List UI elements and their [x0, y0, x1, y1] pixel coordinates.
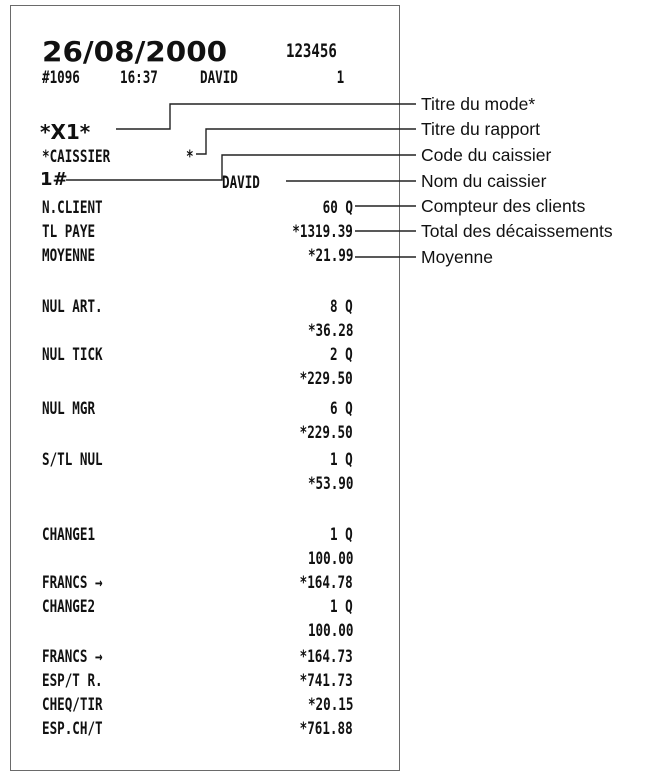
- row-label: CHANGE2: [42, 597, 96, 617]
- receipt-report-title: *CAISSIER: [42, 147, 111, 167]
- row-label: MOYENNE: [42, 246, 96, 266]
- row-value: *229.50: [299, 369, 353, 389]
- row-label: NUL ART.: [42, 297, 103, 317]
- callout-cashier-code: Code du caissier: [421, 145, 552, 165]
- callout-report-title: Titre du rapport: [421, 119, 540, 139]
- row-value: 60 Q: [322, 198, 353, 218]
- row-label: CHEQ/TIR: [42, 695, 103, 715]
- callout-mode-title: Titre du mode*: [421, 94, 536, 114]
- receipt-report-star: *: [186, 147, 194, 167]
- row-label: ESP.CH/T: [42, 719, 103, 739]
- row-value: 1 Q: [330, 450, 353, 470]
- row-label: N.CLIENT: [42, 198, 103, 218]
- row-value: *21.99: [307, 246, 353, 266]
- receipt-cashier-code: 1#: [40, 169, 68, 190]
- receipt-machine-no: 123456: [286, 40, 337, 62]
- row-value: *36.28: [307, 321, 353, 341]
- receipt-time: 16:37: [120, 68, 158, 88]
- row-value: *741.73: [299, 671, 353, 691]
- row-value: *1319.39: [292, 222, 353, 242]
- callout-cashier-name: Nom du caissier: [421, 171, 547, 191]
- row-label: CHANGE1: [42, 525, 96, 545]
- row-label: S/TL NUL: [42, 450, 103, 470]
- row-value: *164.73: [299, 647, 353, 667]
- row-label: NUL MGR: [42, 399, 96, 419]
- receipt-clerk-name: DAVID: [200, 68, 238, 88]
- row-value: *20.15: [307, 695, 353, 715]
- row-label: FRANCS →: [42, 647, 103, 667]
- row-value: 100.00: [307, 549, 353, 569]
- row-value: 1 Q: [330, 597, 353, 617]
- row-label: NUL TICK: [42, 345, 103, 365]
- receipt-cashier-name: DAVID: [222, 173, 260, 193]
- receipt-consecutive-no: #1096: [42, 68, 80, 88]
- row-value: 1 Q: [330, 525, 353, 545]
- row-value: *761.88: [299, 719, 353, 739]
- row-value: 8 Q: [330, 297, 353, 317]
- receipt-date: 26/08/2000: [42, 35, 228, 68]
- receipt-mode-title: *X1*: [40, 120, 91, 144]
- row-label: TL PAYE: [42, 222, 96, 242]
- callout-client-counter: Compteur des clients: [421, 196, 586, 216]
- row-label: ESP/T R.: [42, 671, 103, 691]
- callout-average: Moyenne: [421, 247, 493, 267]
- callout-total-payouts: Total des décaissements: [421, 221, 613, 241]
- row-value: *164.78: [299, 573, 353, 593]
- row-value: 6 Q: [330, 399, 353, 419]
- row-value: 100.00: [307, 621, 353, 641]
- row-label: FRANCS →: [42, 573, 103, 593]
- receipt-register-no: 1: [336, 68, 344, 88]
- row-value: *53.90: [307, 474, 353, 494]
- row-value: *229.50: [299, 423, 353, 443]
- row-value: 2 Q: [330, 345, 353, 365]
